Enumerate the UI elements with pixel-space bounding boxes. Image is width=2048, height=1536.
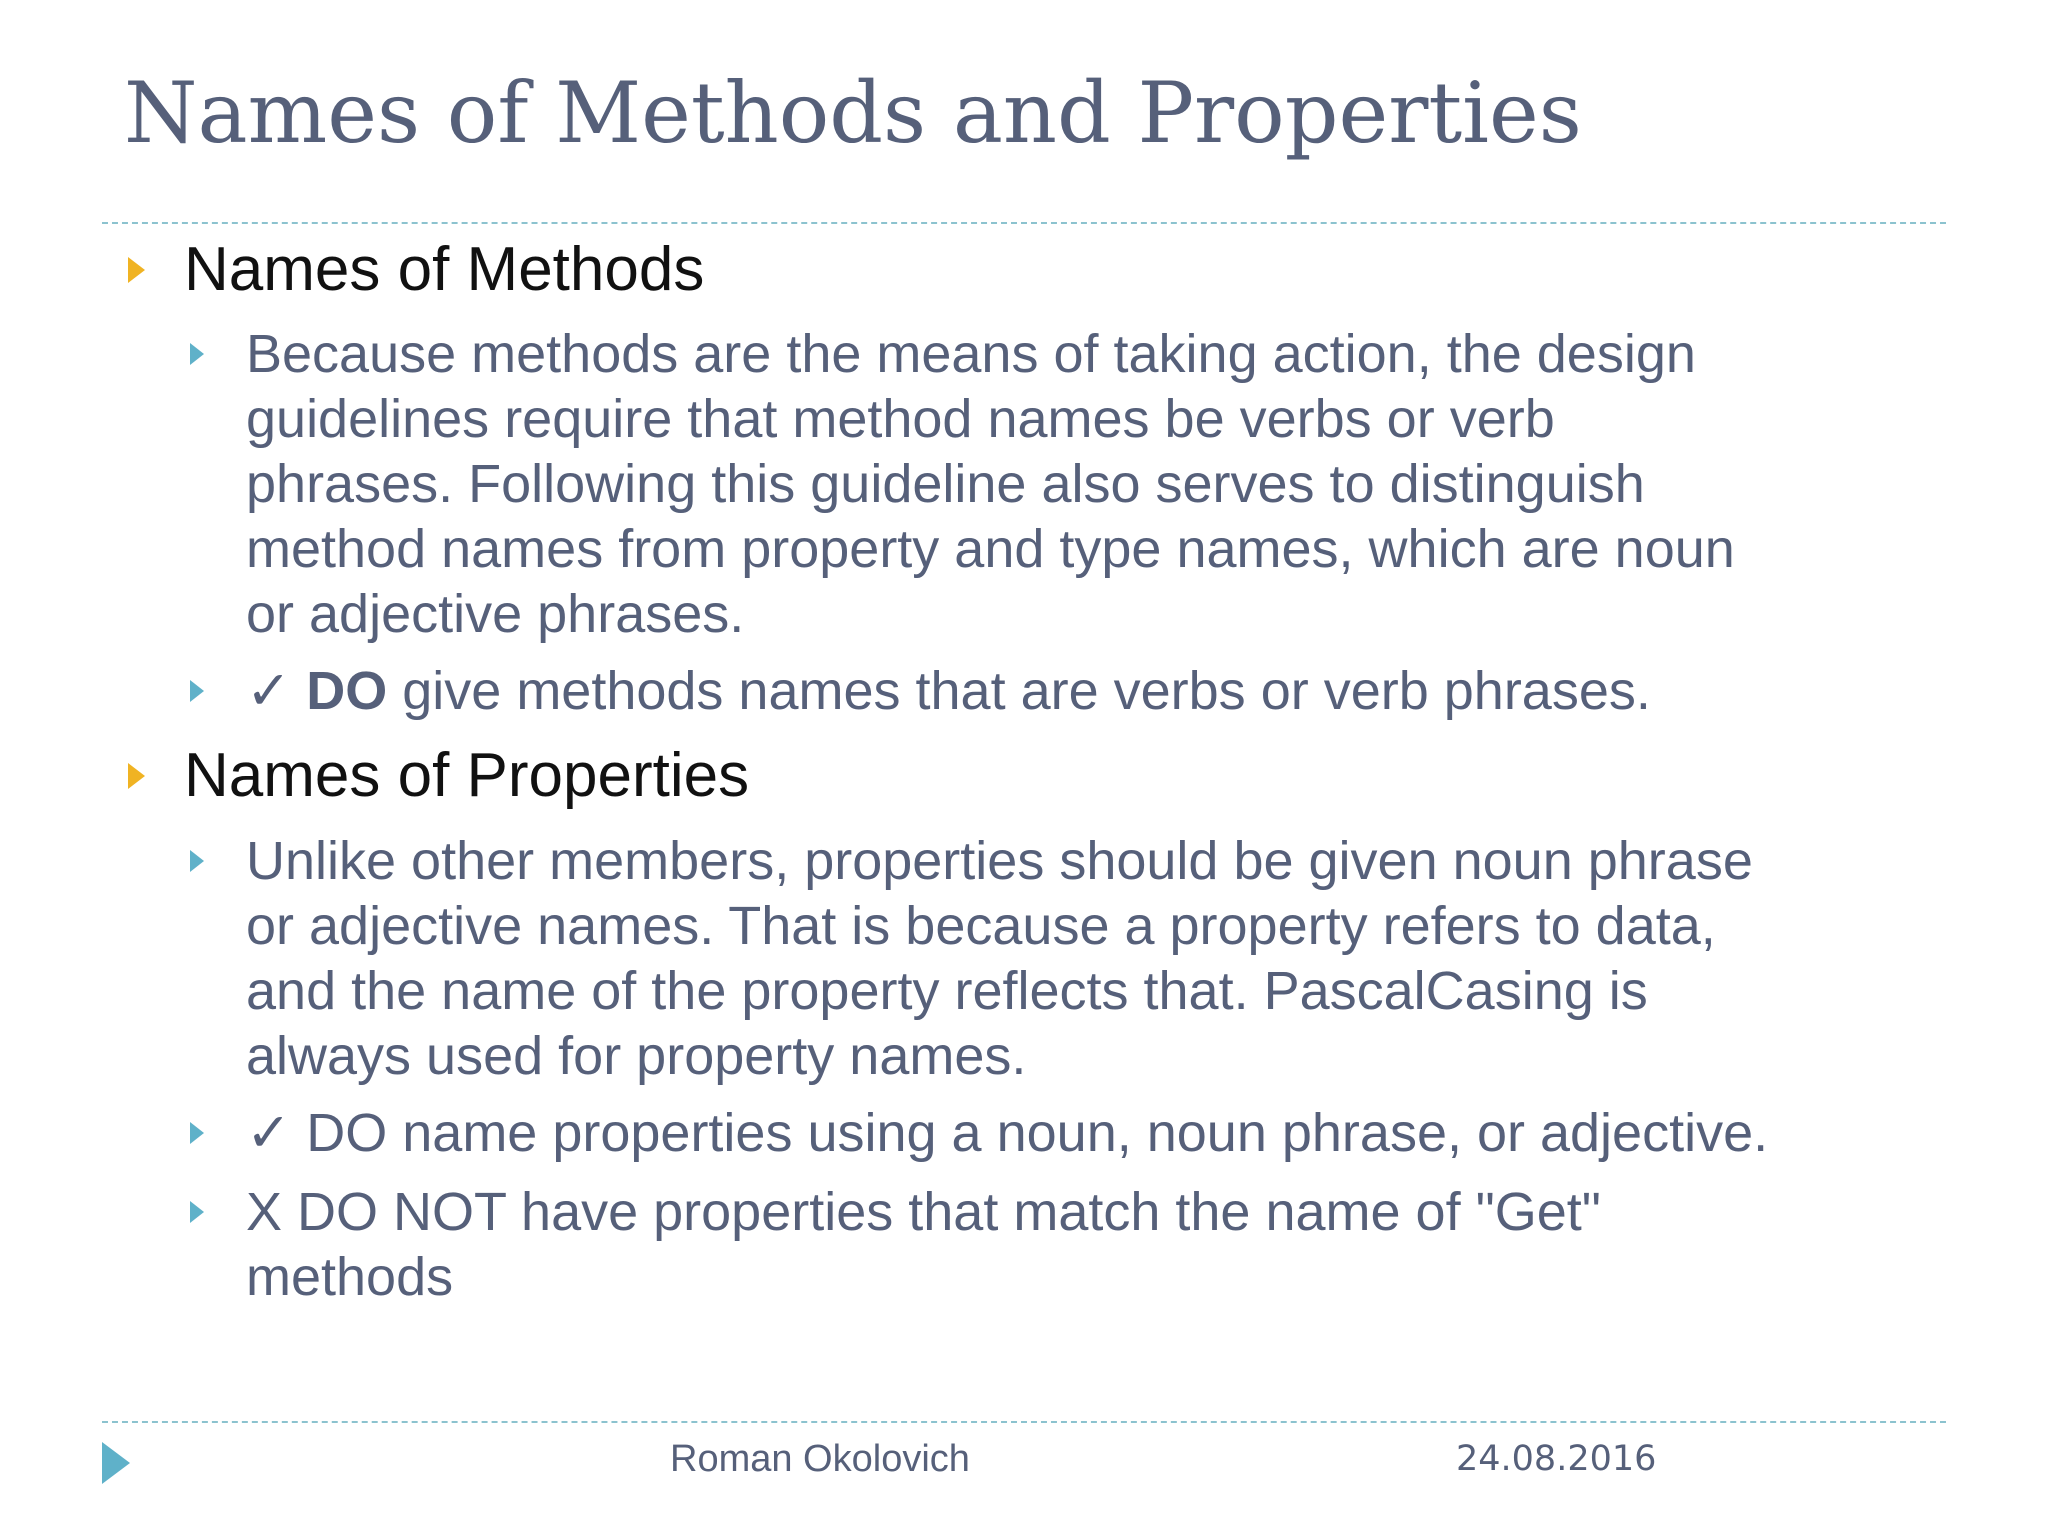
check-mark: ✓ [246, 661, 307, 721]
text-line: method names from property and type names, which are noun [246, 519, 1735, 579]
do-emphasis: DO [306, 661, 388, 721]
heading-text: Names of Methods [184, 235, 705, 304]
bottom-divider [102, 1421, 1946, 1423]
teal-triangle-icon [190, 850, 204, 872]
text-line: guidelines require that method names be verbs or verb [246, 389, 1555, 449]
top-divider [102, 222, 1946, 224]
text-line [246, 659, 1946, 724]
bullet-rest: give methods names that are verbs or verb phrases. [387, 661, 1651, 721]
footer-date: 24.08.2016 [1456, 1439, 1657, 1479]
orange-triangle-icon [128, 257, 145, 283]
bullet-text [246, 659, 1946, 724]
orange-triangle-icon [128, 763, 145, 789]
text-line: methods [246, 1247, 454, 1307]
bullet-text [246, 1180, 1946, 1310]
text-line: phrases. Following this guideline also serves to distinguish [246, 454, 1645, 514]
text-line: always used for property names. [246, 1026, 1027, 1086]
bullet-text [246, 829, 1946, 1089]
text-line: or adjective phrases. [246, 584, 745, 644]
footer-triangle-icon [102, 1442, 130, 1484]
bullet-text [246, 1101, 1946, 1166]
bullet-text [246, 322, 1946, 647]
teal-triangle-icon [190, 1122, 204, 1144]
teal-triangle-icon [190, 680, 204, 702]
text-line: Because methods are the means of taking action, the design [246, 324, 1696, 384]
teal-triangle-icon [190, 1201, 204, 1223]
text-line: and the name of the property reflects that. PascalCasing is [246, 961, 1648, 1021]
text-line: Unlike other members, properties should be given noun phrase [246, 831, 1753, 891]
teal-triangle-icon [190, 343, 204, 365]
heading-text: Names of Properties [184, 741, 750, 810]
slide-title: Names of Methods and Properties [124, 64, 1582, 162]
footer-author: Roman Okolovich [670, 1438, 970, 1480]
text-line: X DO NOT have properties that match the name of "Get" [246, 1182, 1601, 1242]
text-line: ✓ DO name properties using a noun, noun phrase, or adjective. [246, 1103, 1769, 1163]
text-line: or adjective names. That is because a property refers to data, [246, 896, 1716, 956]
